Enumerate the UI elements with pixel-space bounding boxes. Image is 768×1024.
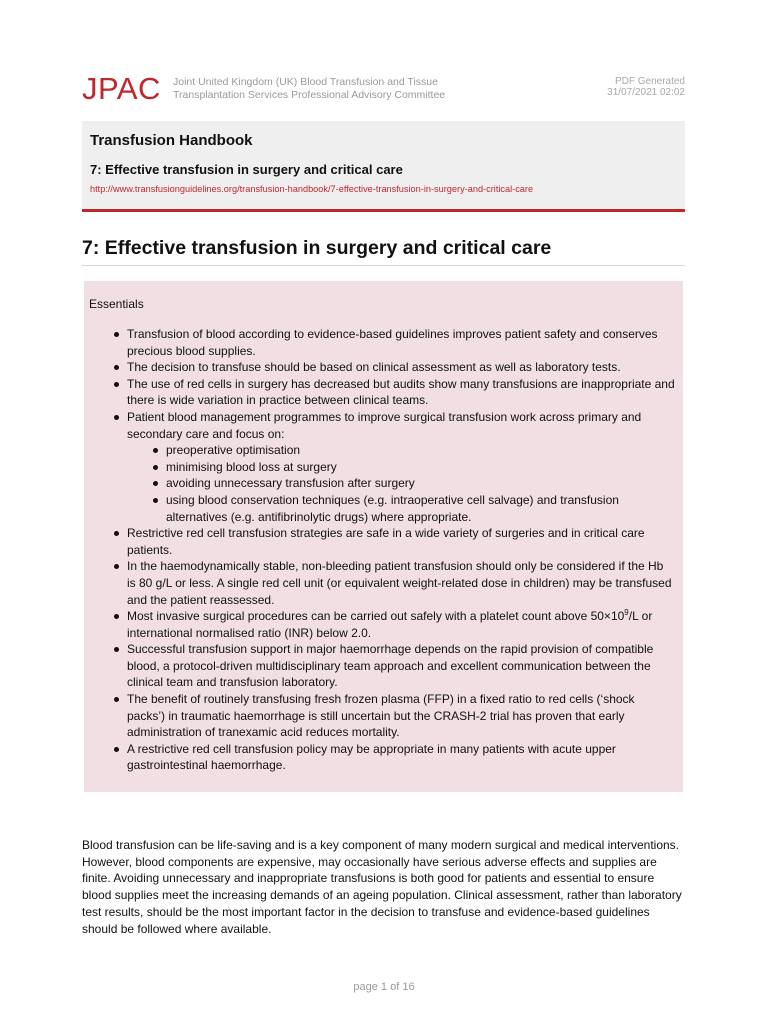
- organisation-name: [173, 76, 493, 102]
- org-line-2: Transplantation Services Professional Advisory Committee: [173, 89, 446, 101]
- handbook-title: Transfusion Handbook: [90, 132, 253, 149]
- page-header: [82, 72, 685, 112]
- org-line-1: Joint United Kingdom (UK) Blood Transfusion and Tissue: [173, 76, 438, 88]
- essentials-list: [84, 326, 675, 774]
- pdf-generated-date: 31/07/2021 02:02: [607, 87, 685, 98]
- page-number: page 1 of 16: [353, 981, 415, 993]
- chapter-title: 7: Effective transfusion in surgery and critical care: [90, 162, 403, 177]
- list-item: The decision to transfuse should be based on clinical assessment as well as laboratory tests.: [127, 359, 675, 376]
- list-item: Successful transfusion support in major haemorrhage depends on the rapid provision of compatible blood, a protocol-driven multidisciplinary team approach and excellent communication between the clinical team and transfusion laboratory.: [127, 641, 675, 691]
- page-title: 7: Effective transfusion in surgery and critical care: [82, 237, 685, 266]
- platelet-text-rest: /L or international normalised ratio (INR) below 2.0.: [127, 609, 653, 640]
- list-item: In the haemodynamically stable, non-bleeding patient transfusion should only be considered if the Hb is 80 g/L or less. A single red cell unit (or equivalent weight-related dose in children) may be transfused and the patient reassessed.: [127, 558, 675, 608]
- sub-list-item: using blood conservation techniques (e.g. intraoperative cell salvage) and transfusion alternatives (e.g. antifibrinolytic drugs) where appropriate.: [166, 492, 675, 525]
- list-item-text: Patient blood management programmes to improve surgical transfusion work across primary and secondary care and focus on:: [127, 409, 642, 441]
- title-box: [82, 121, 685, 212]
- list-item: The use of red cells in surgery has decreased but audits show many transfusions are inappropriate and there is wide variation in practice between clinical teams.: [127, 376, 675, 408]
- list-item: The benefit of routinely transfusing fresh frozen plasma (FFP) in a fixed ratio to red cells (‘shock packs’) in traumatic haemorrhage is still uncertain but the CRASH-2 trial has proven that early administration of tranexamic acid reduces mortality.: [127, 691, 675, 741]
- list-item: [127, 608, 675, 641]
- sub-list: [127, 442, 675, 525]
- sub-list-item: minimising blood loss at surgery: [166, 459, 675, 476]
- intro-paragraph: Blood transfusion can be life-saving and is a key component of many modern surgical and medical interventions. However, blood components are expensive, may occasionally have serious adverse effects and supplies are finite. Avoiding unnecessary and inappropriate transfusions is both good for patients and essential to ensure blood supplies meet the increasing demands of an ageing population. Clinical assessment, rather than laboratory test results, should be the most important factor in the decision to transfuse and evidence-based guidelines should be followed where available.: [82, 838, 682, 936]
- sub-list-item: avoiding unnecessary transfusion after surgery: [166, 475, 675, 492]
- list-item: Restrictive red cell transfusion strategies are safe in a wide variety of surgeries and in critical care patients.: [127, 525, 675, 558]
- list-item: A restrictive red cell transfusion policy may be appropriate in many patients with acute upper gastrointestinal haemorrhage.: [127, 741, 675, 774]
- list-item: [127, 409, 675, 525]
- pdf-generated: [607, 76, 685, 98]
- essentials-label: Essentials: [89, 297, 144, 311]
- platelet-exponent: 9: [624, 608, 629, 618]
- essentials-box: [84, 281, 683, 792]
- chapter-url-link[interactable]: http://www.transfusionguidelines.org/transfusion-handbook/7-effective-transfusion-in-surgery-and-critical-care: [90, 184, 534, 194]
- jpac-logo: JPAC: [82, 71, 161, 106]
- list-item: Transfusion of blood according to evidence-based guidelines improves patient safety and conserves precious blood supplies.: [127, 326, 675, 359]
- platelet-text: Most invasive surgical procedures can be carried out safely with a platelet count above 50×10: [127, 609, 625, 624]
- sub-list-item: preoperative optimisation: [166, 442, 675, 459]
- pdf-generated-label: PDF Generated: [614, 76, 685, 87]
